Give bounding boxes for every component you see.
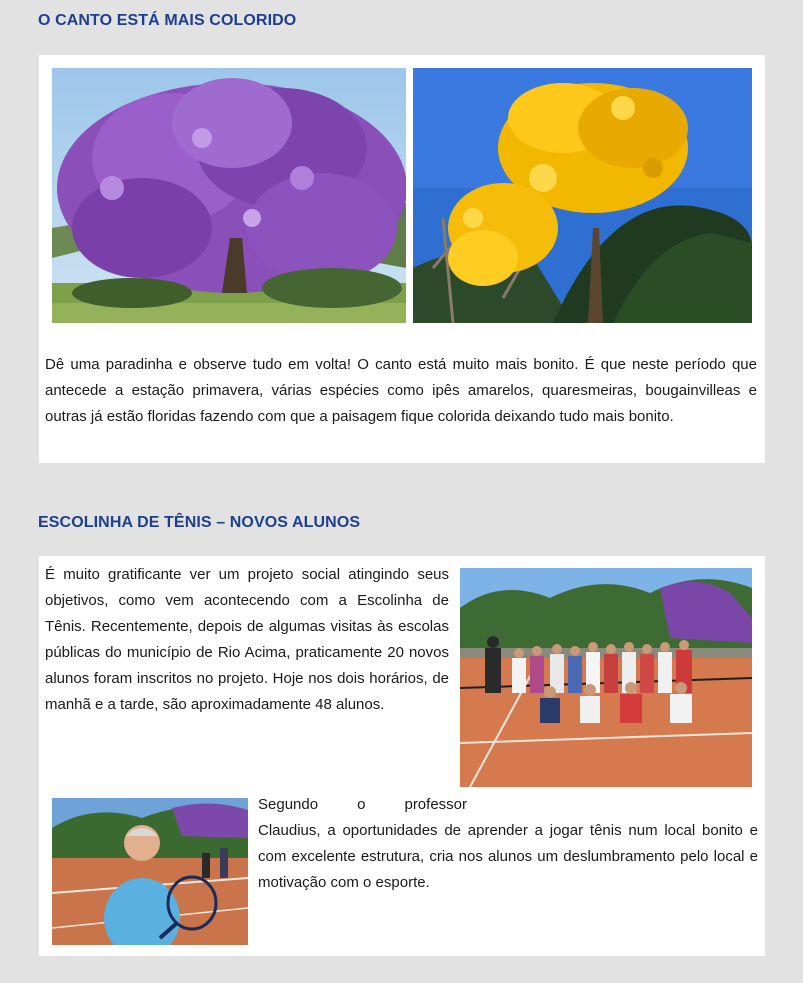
tenis-paragraph-2-lead: Segundo o professor [258, 796, 467, 813]
tenis-paragraph-1: É muito gratificante ver um projeto social atingindo seus objetivos, como vem acontecendo com a Escolinha de Tênis. Recentemente, depois de algumas visitas às escolas públicas do município de Rio Acima, praticamente 20 novos alunos foram inscritos no projeto. Hoje nos dois horários, de manhã e a tarde, são aproximadamente 48 alunos. [45, 566, 449, 713]
section-title-tenis: ESCOLINHA DE TÊNIS – NOVOS ALUNOS [38, 514, 361, 531]
professor-with-racket-photo [52, 798, 248, 945]
section-title-canto: O CANTO ESTÁ MAIS COLORIDO [38, 12, 297, 29]
card-canto [39, 55, 765, 463]
tennis-students-group-photo [460, 568, 752, 787]
card-tenis [39, 556, 765, 956]
tenis-paragraph-2-rest: Claudius, a oportunidades de aprender a jogar tênis num local bonito e com excelente estrutura, cria nos alunos um deslumbramento pelo local e motivação com o esporte. [258, 822, 758, 891]
purple-quaresmeira-tree-photo [52, 68, 406, 323]
yellow-ipe-tree-photo [413, 68, 752, 323]
canto-paragraph: Dê uma paradinha e observe tudo em volta! O canto está muito mais bonito. É que neste período que antecede a estação primavera, várias espécies como ipês amarelos, quaresmeiras, bougainvilleas e outras já estão floridas fazendo com que a paisagem fique colorida deixando tudo mais bonito. [45, 356, 757, 425]
tenis-paragraph-2 [258, 792, 758, 896]
